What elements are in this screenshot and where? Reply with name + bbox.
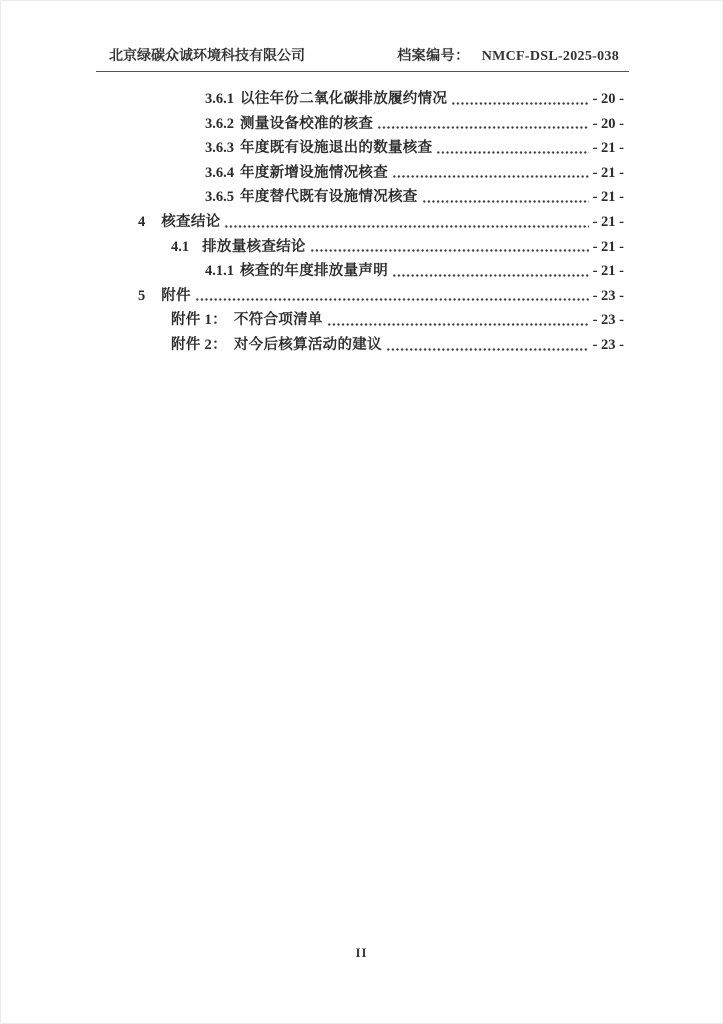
dot-leader [436,150,588,155]
archive-number-label: 档案编号： [397,49,470,64]
toc-entry-title: 以往年份二氧化碳排放履约情况 [240,91,448,107]
toc-entry-title: 附件 [161,287,191,304]
toc-entry-title: 核查结论 [161,213,221,230]
toc-entry-title: 年度既有设施退出的数量核查 [240,140,433,157]
toc-entry [96,284,629,309]
toc-entry-page: - 21 - [592,238,624,255]
toc-entry-title: 年度替代既有设施情况核查 [240,189,418,206]
archive-number [397,48,619,65]
toc-entry-page: - 23 - [592,336,624,353]
dot-leader [224,224,588,229]
toc-entry-title: 排放量核查结论 [202,238,306,255]
toc-entry [96,161,629,186]
toc-entry-number: 3.6.2 [205,115,234,132]
page-header [96,1,629,72]
toc-entry-title: 核查的年度排放量声明 [240,263,388,280]
toc-entry-number: 4 [138,213,146,230]
toc-entry-title: 测量设备校准的核查 [240,115,374,132]
dot-leader [377,125,588,130]
toc-entry-page: - 23 - [592,312,624,329]
archive-number-value: NMCF-DSL-2025-038 [481,49,619,64]
company-name: 北京绿碳众诚环境科技有限公司 [109,49,305,64]
toc-entry-page: - 21 - [592,164,624,181]
toc-entry [96,308,629,333]
toc-entry-page: - 20 - [592,91,624,107]
toc-entry-page: - 21 - [592,140,624,157]
toc-entry-title: 不符合项清单 [233,312,323,329]
toc-entry [96,136,629,161]
toc-entry [96,112,629,137]
toc-entry-page: - 21 - [592,263,624,280]
toc-entry-number: 5 [138,287,146,304]
header-row [96,48,629,65]
toc-entry-number: 3.6.1 [205,91,234,107]
toc-entry [96,185,629,210]
table-of-contents [96,87,629,358]
toc-entry-page: - 23 - [592,287,624,304]
dot-leader [392,174,589,179]
toc-entry-number: 4.1.1 [205,263,234,280]
dot-leader [195,297,589,302]
toc-entry-page: - 21 - [592,189,624,206]
toc-entry [96,87,629,112]
toc-entry-title: 对今后核算活动的建议 [233,336,382,353]
toc-entry-number: 附件 1： [171,312,227,329]
toc-entry-number: 4.1 [171,238,190,255]
page-number: II [355,945,368,960]
toc-entry-number: 附件 2： [171,336,227,353]
toc-entry [96,259,629,284]
toc-entry-number: 3.6.3 [205,140,234,157]
dot-leader [386,347,589,352]
toc-entry-number: 3.6.5 [205,189,234,206]
toc-entry [96,333,629,358]
dot-leader [422,199,589,204]
toc-entry-page: - 21 - [592,213,624,230]
dot-leader [310,248,589,253]
dot-leader [392,273,589,278]
toc-entry [96,235,629,260]
dot-leader [327,322,589,327]
toc-entry-page: - 20 - [592,115,624,132]
dot-leader [451,101,588,106]
toc-entry-title: 年度新增设施情况核查 [240,164,388,181]
page-footer [1,945,722,961]
toc-entry-number: 3.6.4 [205,164,234,181]
toc-entry [96,210,629,235]
